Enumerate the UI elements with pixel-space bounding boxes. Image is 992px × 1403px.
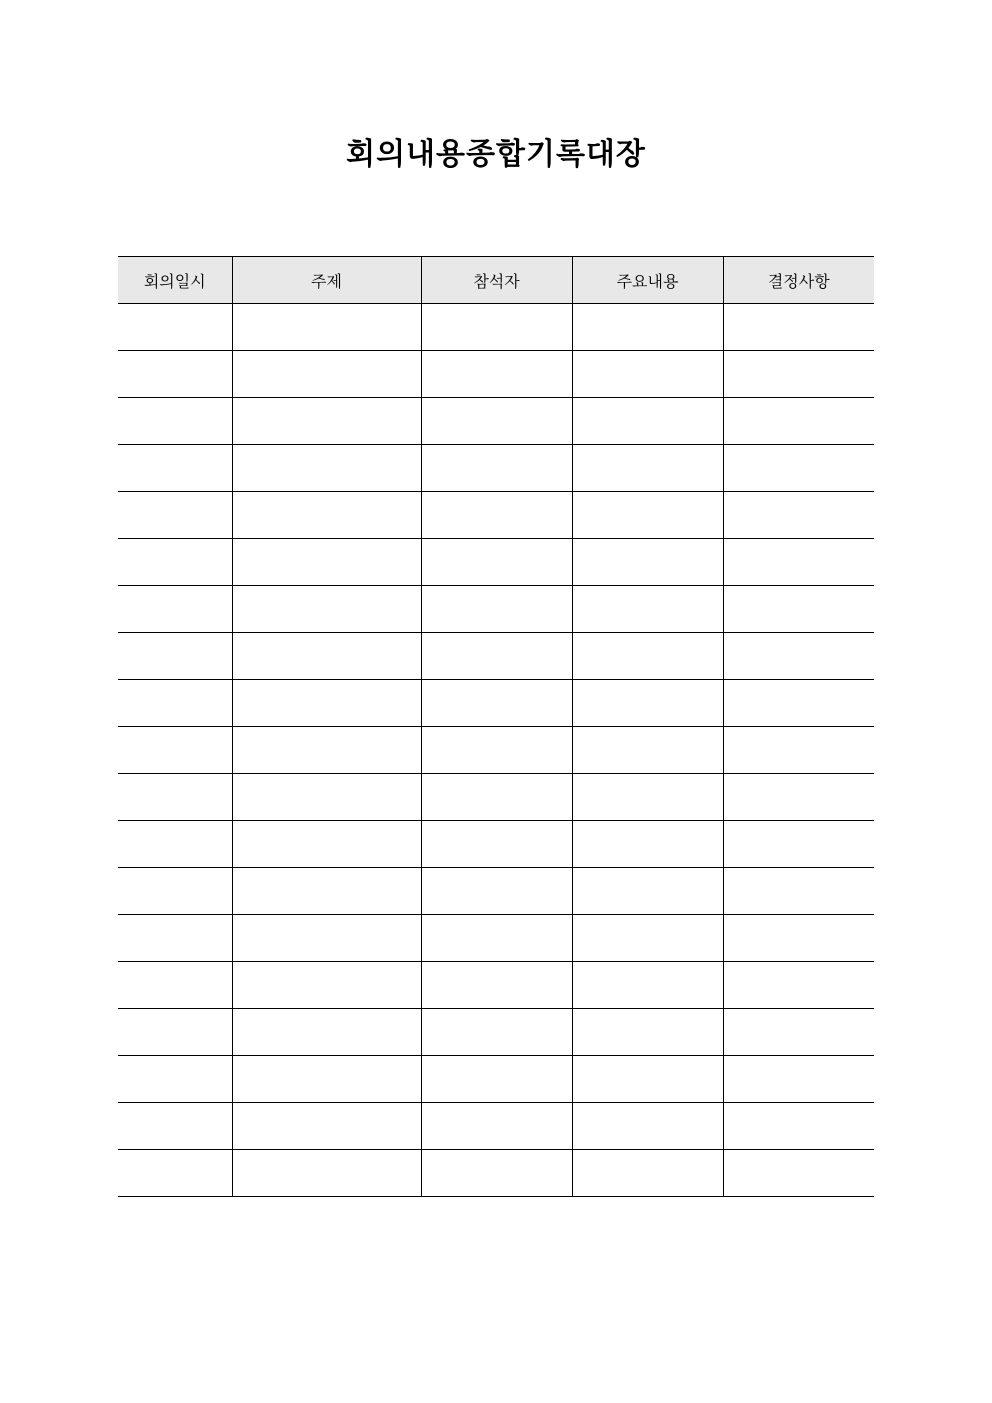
table-cell[interactable] [723, 398, 874, 445]
table-cell[interactable] [421, 727, 572, 774]
table-cell[interactable] [421, 774, 572, 821]
table-cell[interactable] [232, 304, 421, 351]
table-cell[interactable] [232, 727, 421, 774]
table-cell[interactable] [421, 445, 572, 492]
table-cell[interactable] [723, 351, 874, 398]
table-body [118, 304, 874, 1197]
table-cell[interactable] [723, 774, 874, 821]
table-cell[interactable] [723, 821, 874, 868]
table-row [118, 868, 874, 915]
table-cell[interactable] [421, 1056, 572, 1103]
table-cell[interactable] [723, 868, 874, 915]
table-cell[interactable] [572, 962, 723, 1009]
table-cell[interactable] [232, 774, 421, 821]
table-cell[interactable] [723, 539, 874, 586]
table-row [118, 1009, 874, 1056]
table-cell[interactable] [572, 1056, 723, 1103]
table-cell[interactable] [572, 727, 723, 774]
header-row [118, 257, 874, 304]
table-cell[interactable] [572, 1103, 723, 1150]
table-cell[interactable] [723, 586, 874, 633]
table-cell[interactable] [723, 1150, 874, 1197]
table-cell[interactable] [232, 1103, 421, 1150]
table-cell[interactable] [118, 539, 232, 586]
table-cell[interactable] [572, 821, 723, 868]
table-cell[interactable] [118, 868, 232, 915]
header-meeting-datetime: 회의일시 [118, 257, 232, 304]
table-cell[interactable] [572, 1150, 723, 1197]
table-cell[interactable] [572, 633, 723, 680]
table-cell[interactable] [421, 868, 572, 915]
table-cell[interactable] [572, 351, 723, 398]
table-cell[interactable] [232, 821, 421, 868]
table-cell[interactable] [232, 351, 421, 398]
table-cell[interactable] [572, 774, 723, 821]
table-cell[interactable] [118, 774, 232, 821]
table-cell[interactable] [723, 680, 874, 727]
table-cell[interactable] [421, 351, 572, 398]
table-cell[interactable] [723, 1103, 874, 1150]
table-cell[interactable] [572, 539, 723, 586]
table-cell[interactable] [572, 398, 723, 445]
table-cell[interactable] [421, 1150, 572, 1197]
table-cell[interactable] [232, 1009, 421, 1056]
page-title: 회의내용종합기록대장 [346, 137, 646, 172]
meeting-record-table [118, 256, 874, 1197]
table-cell[interactable] [421, 398, 572, 445]
table-cell[interactable] [118, 351, 232, 398]
table-cell[interactable] [118, 304, 232, 351]
table-cell[interactable] [572, 586, 723, 633]
table-cell[interactable] [232, 868, 421, 915]
table-row [118, 304, 874, 351]
table-cell[interactable] [421, 680, 572, 727]
table-cell[interactable] [232, 1056, 421, 1103]
table-cell[interactable] [232, 398, 421, 445]
table-row [118, 398, 874, 445]
table-cell[interactable] [118, 680, 232, 727]
header-decisions: 결정사항 [723, 257, 874, 304]
table-cell[interactable] [572, 680, 723, 727]
table-row [118, 1056, 874, 1103]
table-cell[interactable] [421, 492, 572, 539]
table-cell[interactable] [118, 1009, 232, 1056]
table-cell[interactable] [118, 915, 232, 962]
table-cell[interactable] [572, 304, 723, 351]
table-cell[interactable] [572, 492, 723, 539]
table-cell[interactable] [723, 492, 874, 539]
table-cell[interactable] [723, 304, 874, 351]
table-cell[interactable] [118, 1150, 232, 1197]
table-cell[interactable] [232, 1150, 421, 1197]
table-row [118, 821, 874, 868]
table-row [118, 915, 874, 962]
table-cell[interactable] [723, 1009, 874, 1056]
header-attendees: 참석자 [421, 257, 572, 304]
table-cell[interactable] [118, 445, 232, 492]
table-cell[interactable] [421, 633, 572, 680]
table-cell[interactable] [118, 1103, 232, 1150]
table-cell[interactable] [421, 1009, 572, 1056]
table-cell[interactable] [723, 1056, 874, 1103]
table-cell[interactable] [118, 633, 232, 680]
table-cell[interactable] [232, 633, 421, 680]
table-cell[interactable] [232, 492, 421, 539]
table-cell[interactable] [232, 680, 421, 727]
table-cell[interactable] [723, 445, 874, 492]
table-row [118, 1150, 874, 1197]
table-cell[interactable] [572, 868, 723, 915]
table-row [118, 680, 874, 727]
table-cell[interactable] [572, 445, 723, 492]
table-cell[interactable] [421, 539, 572, 586]
header-main-content: 주요내용 [572, 257, 723, 304]
table-cell[interactable] [118, 586, 232, 633]
table-row [118, 492, 874, 539]
table-cell[interactable] [723, 633, 874, 680]
table-row [118, 774, 874, 821]
table-row [118, 1103, 874, 1150]
table-cell[interactable] [421, 821, 572, 868]
table-row [118, 445, 874, 492]
table-cell[interactable] [232, 915, 421, 962]
table-cell[interactable] [723, 727, 874, 774]
table-cell[interactable] [232, 962, 421, 1009]
header-topic: 주제 [232, 257, 421, 304]
table-cell[interactable] [118, 1056, 232, 1103]
table-cell[interactable] [118, 821, 232, 868]
table-cell[interactable] [232, 586, 421, 633]
table-cell[interactable] [421, 586, 572, 633]
table-cell[interactable] [421, 1103, 572, 1150]
table-cell[interactable] [723, 915, 874, 962]
table-cell[interactable] [572, 915, 723, 962]
table-cell[interactable] [232, 445, 421, 492]
table-row [118, 539, 874, 586]
table-cell[interactable] [723, 962, 874, 1009]
table-cell[interactable] [232, 539, 421, 586]
table-row [118, 633, 874, 680]
table-row [118, 727, 874, 774]
table-cell[interactable] [118, 962, 232, 1009]
table-row [118, 351, 874, 398]
table-cell[interactable] [118, 398, 232, 445]
table-cell[interactable] [118, 492, 232, 539]
table-row [118, 586, 874, 633]
table-cell[interactable] [421, 962, 572, 1009]
table-cell[interactable] [421, 304, 572, 351]
table-row [118, 962, 874, 1009]
table-cell[interactable] [572, 1009, 723, 1056]
table-cell[interactable] [118, 727, 232, 774]
table-cell[interactable] [421, 915, 572, 962]
